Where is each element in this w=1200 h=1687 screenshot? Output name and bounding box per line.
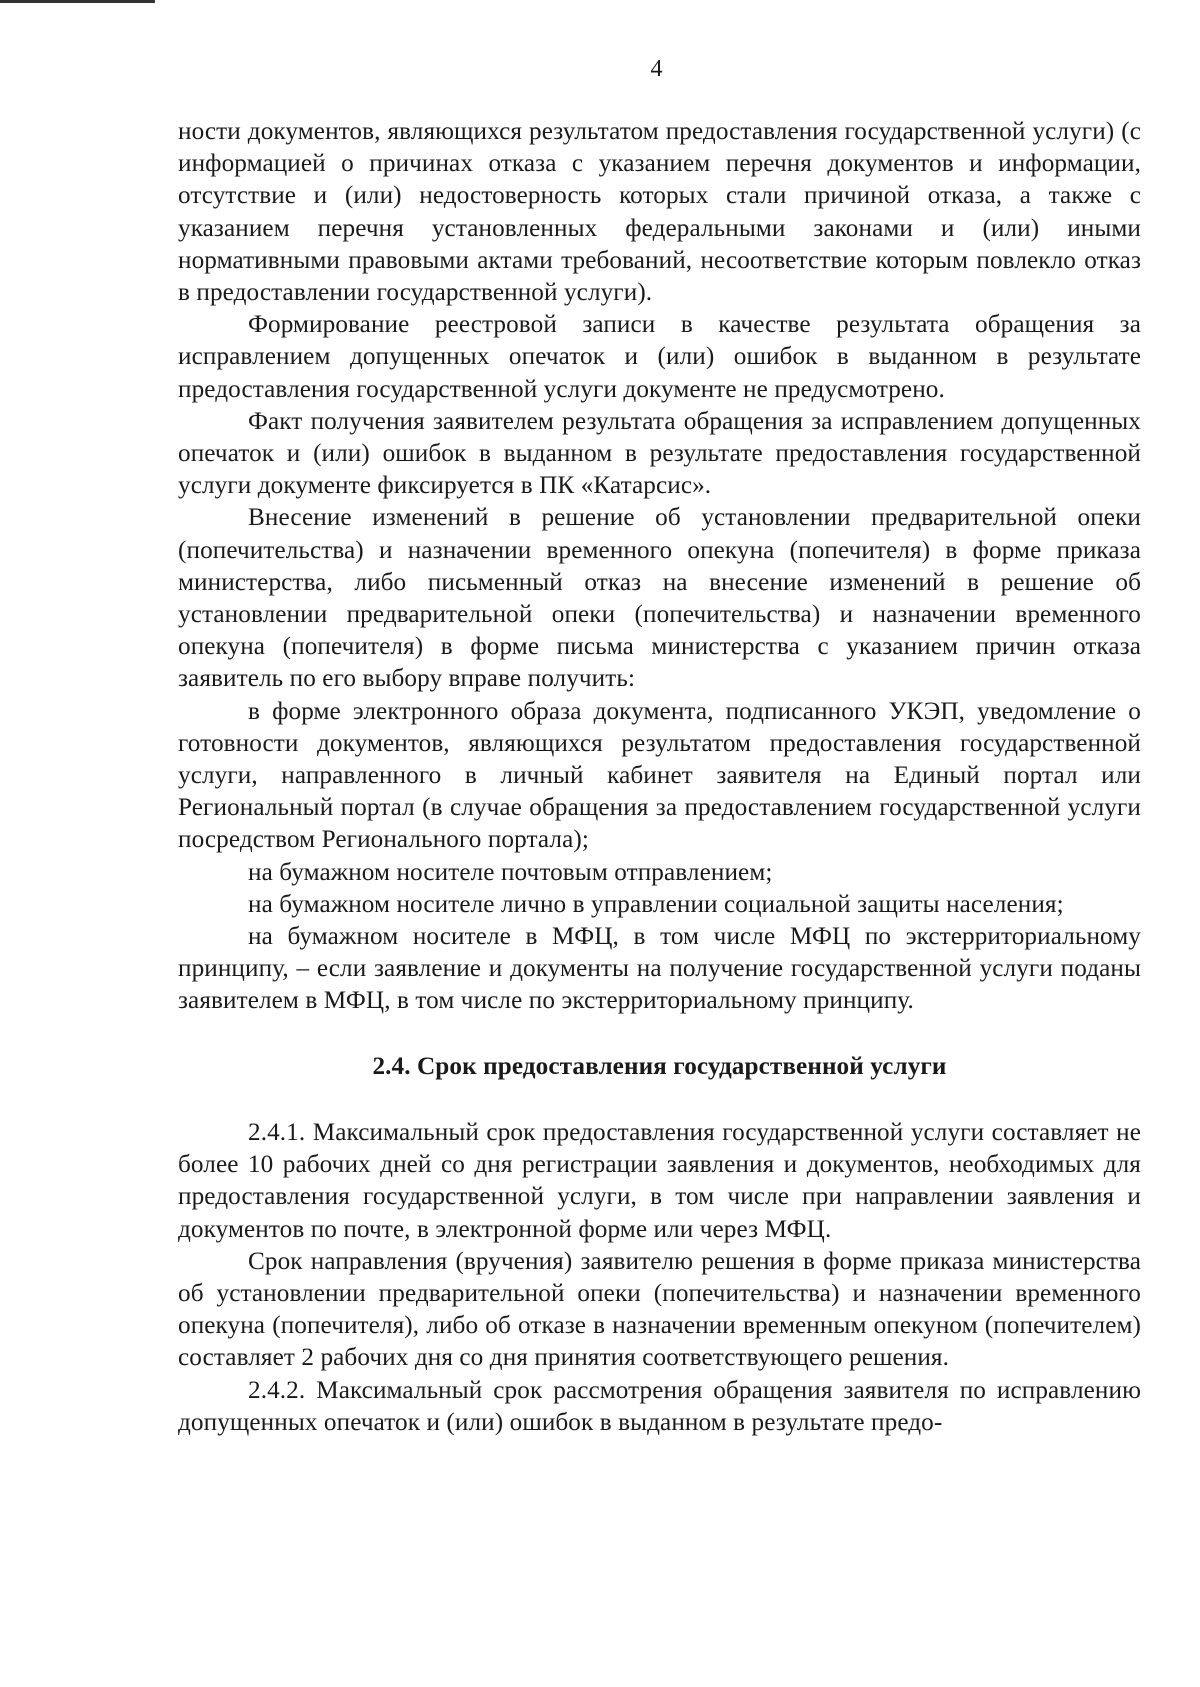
paragraph-p11: 2.4.2. Максимальный срок рассмотрения обращения заявителя по исправлению допущенных опечаток и (или) ошибок в выданном в результате предо- — [178, 1376, 1141, 1436]
paragraph-p6: на бумажном носителе почтовым отправлением; — [248, 858, 773, 886]
paragraph-p7: на бумажном носителе лично в управлении социальной защиты населения; — [248, 890, 1064, 918]
paragraph-p4: Внесение изменений в решение об установлении предварительной опеки (попечительства) и назначении временного опекуна (попечителя) в форме приказа министерства, либо письменный отказ на внесение изменений в решение об установлении предварительной опеки (попечительства) и назначении временного опекуна (попечителя) в форме письма министерства с указанием причин отказа заявитель по его выбору вправе получить: — [178, 504, 1141, 693]
paragraphs-after-section — [178, 1117, 1141, 1439]
paragraph-p9: 2.4.1. Максимальный срок предоставления государственной услуги составляет не более 10 рабочих дней со дня регистрации заявления и документов, необходимых для предоставления государственной услуги, в том числе при направлении заявления и документов по почте, в электронной форме или через МФЦ. — [178, 1118, 1141, 1243]
paragraph-p2: Формирование реестровой записи в качестве результата обращения за исправлением допущенных опечаток и (или) ошибок в выданном в результате предоставления государственной услуги документе не предусмотрено. — [178, 311, 1141, 403]
paragraph-p8: на бумажном носителе в МФЦ, в том числе МФЦ по экстерриториальному принципу, – если заявление и документы на получение государственной услуги поданы заявителем в МФЦ, в том числе по экстерриториальному принципу. — [178, 923, 1141, 1015]
section-heading: 2.4. Срок предоставления государственной услуги — [372, 1052, 947, 1080]
paragraph-p5: в форме электронного образа документа, подписанного УКЭП, уведомление о готовности документов, являющихся результатом предоставления государственной услуги, направленного в личный кабинет заявителя на Единый портал или Региональный портал (в случае обращения за предоставлением государственной услуги посредством Регионального портала); — [178, 697, 1141, 854]
paragraph-p1: ности документов, являющихся результатом предоставления государственной услуги) (с информацией о причинах отказа с указанием перечня документов и информации, отсутствие и (или) недостоверность которых стали причиной отказа, а также с указанием перечня установленных федеральными законами и (или) иными нормативными правовыми актами требований, несоответствие которым повлекло отказ в предоставлении государственной услуги). — [178, 118, 1141, 307]
paragraph-p10: Срок направления (вручения) заявителю решения в форме приказа министерства об установлении предварительной опеки (попечительства) и назначении временного опекуна (попечителя), либо об отказе в назначении временным опекуном (попечителем) составляет 2 рабочих дня со дня принятия соответствующего решения. — [178, 1247, 1141, 1372]
paragraph-p3: Факт получения заявителем результата обращения за исправлением допущенных опечаток и (или) ошибок в выданном в результате предоставления государственной услуги документе фиксируется в ПК «Катарсис». — [178, 407, 1141, 500]
document-body — [178, 116, 1141, 1439]
paragraphs-before-section — [178, 116, 1141, 1018]
scan-top-rule — [0, 0, 155, 3]
page-number: 4 — [650, 56, 663, 82]
